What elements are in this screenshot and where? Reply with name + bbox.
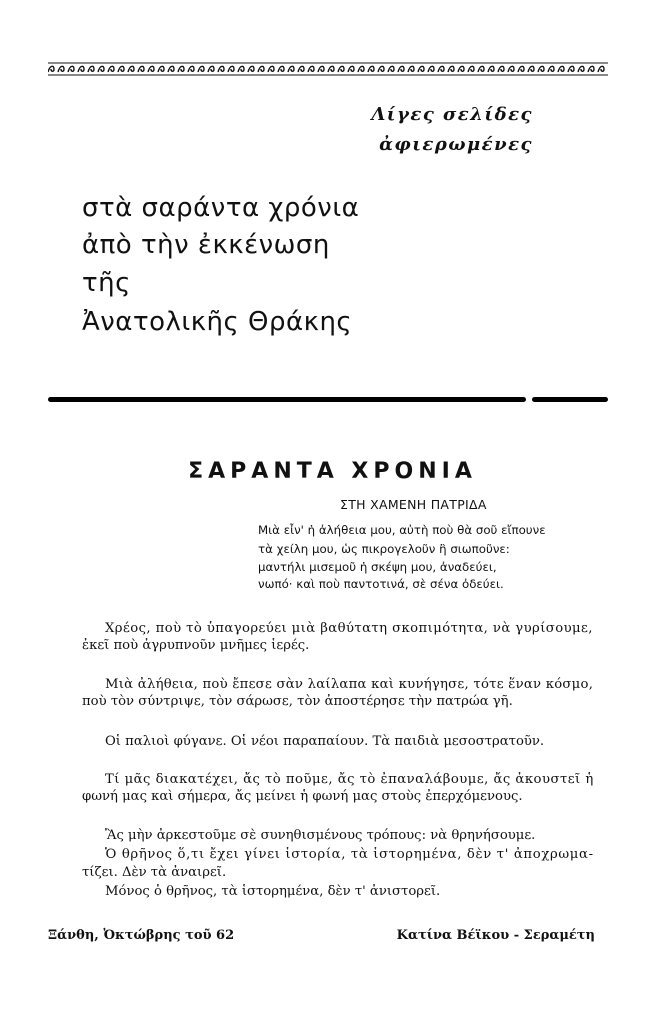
body-line-2: ἐκεῖ ποὺ ἀγρυπνοῦν μνῆμες ἱερές.: [82, 638, 310, 653]
dedication-line-2: ἀφιερωμένες: [379, 134, 533, 155]
dedication-line-1: Λίγες σελίδες: [371, 104, 533, 125]
body-line-3: Μιὰ ἀλήθεια, ποὺ ἔπεσε σὰν λαίλαπα καὶ κυνήγησε, τότε ἕναν κόσμο,: [105, 677, 594, 692]
poem-title: ΣΑΡΑΝΤΑ ΧΡΟΝΙΑ: [188, 459, 477, 484]
footer-place-date: Ξάνθη, Ὀκτώβρης τοῦ 62: [48, 928, 235, 943]
poem-verse-2: τὰ χείλη μου, ὡς πικρογελοῦν ἢ σιωποῦνε:: [258, 542, 510, 556]
section-divider: [48, 397, 526, 402]
poem-verse-4: νωπό· καὶ ποὺ παντοτινά, σὲ σένα ὀδεύει.: [258, 577, 504, 591]
heading-line-2: ἀπὸ τὴν ἐκκένωση: [82, 230, 330, 260]
section-divider-end: [532, 397, 608, 402]
body-line-5: Οἱ παλιοὶ φύγανε. Οἱ νέοι παραπαίουν. Τὰ παιδιὰ μεσοστρατοῦν.: [105, 734, 545, 749]
body-line-10: τίζει. Δὲν τὰ ἀναιρεῖ.: [82, 865, 227, 880]
body-line-6: Τί μᾶς διακατέχει, ἄς τὸ ποῦμε, ἄς τὸ ἐπαναλάβουμε, ἄς ἀκουστεῖ ἡ: [105, 772, 594, 787]
body-line-9: Ὁ θρῆνος ὅ,τι ἔχει γίνει ἱστορία, τὰ ἱστορημένα, δὲν τ' ἀποχρωμα-: [105, 847, 594, 862]
poem-subtitle: ΣΤΗ ΧΑΜΕΝΗ ΠΑΤΡΙΔΑ: [340, 497, 487, 512]
body-line-7: φωνή μας καὶ σήμερα, ἄς μείνει ἡ φωνή μας στοὺς ἐπερχόμενους.: [82, 789, 523, 804]
decorative-border: [48, 62, 608, 76]
heading-line-1: στὰ σαράντα χρόνια: [82, 193, 360, 223]
body-line-11: Μόνος ὁ θρῆνος, τὰ ἱστορημένα, δὲν τ' ἀνιστορεῖ.: [105, 884, 441, 899]
heading-line-3: τῆς: [82, 268, 131, 298]
poem-verse-3: μαντήλι μισεμοῦ ἡ σκέψη μου, ἀναδεύει,: [258, 560, 497, 574]
poem-verse-1: Μιὰ εἶν' ἡ ἀλήθεια μου, αὐτὴ ποὺ θὰ σοῦ εἴπουνε: [258, 523, 546, 537]
footer-author: Κατίνα Βέϊκου - Σεραμέτη: [396, 928, 595, 943]
body-line-1: Χρέος, ποὺ τὸ ὑπαγορεύει μιὰ βαθύτατη σκοπιμότητα, νὰ γυρίσουμε,: [105, 621, 593, 636]
body-line-8: Ἂς μὴν ἀρκεστοῦμε σὲ συνηθισμένους τρόπους: νὰ θρηνήσουμε.: [105, 828, 536, 843]
heading-line-4: Ἀνατολικῆς Θράκης: [82, 307, 353, 337]
body-line-4: ποὺ τὸν σύντριψε, τὸν σάρωσε, τὸν ἀποστέρησε τὴν πατρώα γῆ.: [82, 694, 513, 709]
